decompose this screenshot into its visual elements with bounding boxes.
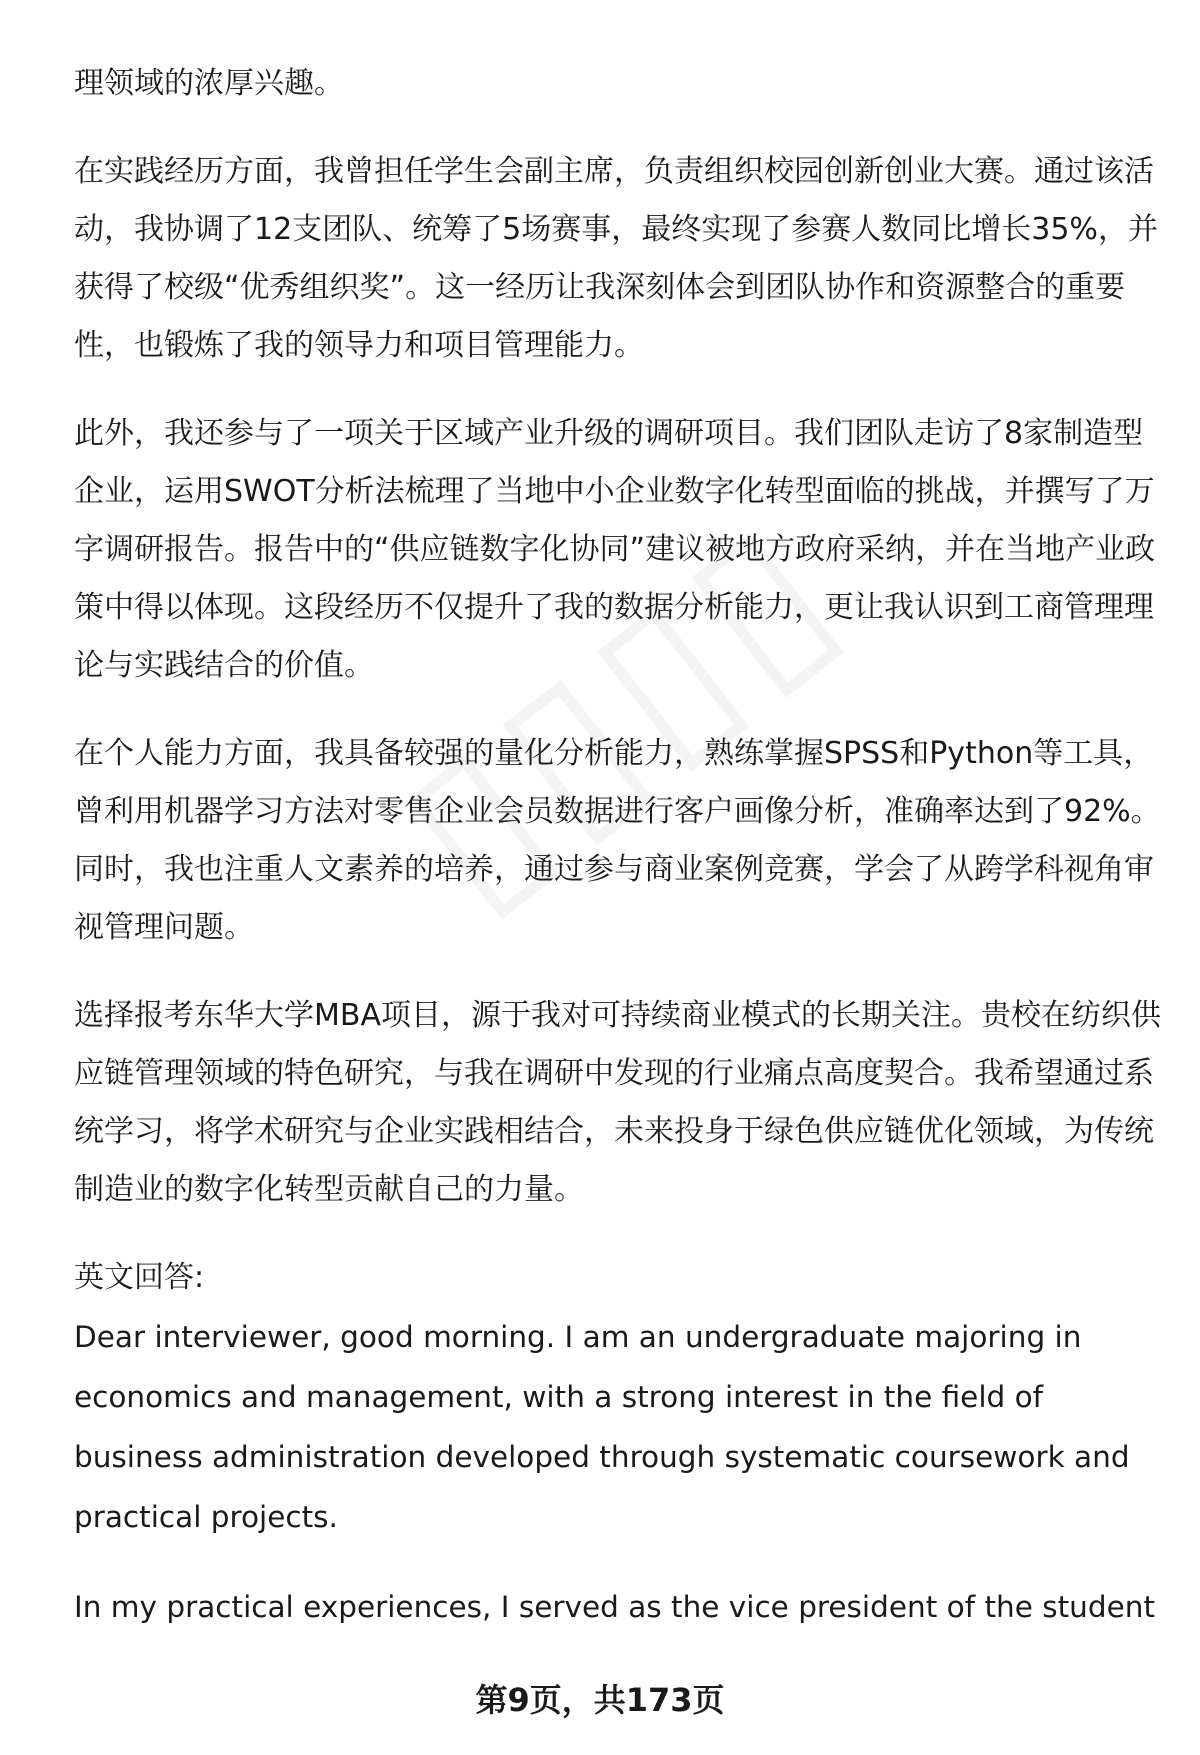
english-answer-label: 英文回答: [74, 1260, 205, 1295]
paragraph-research-project: 此外，我还参与了一项关于区域产业升级的调研项目。我们团队走访了8家制造型企业，运用SWOT分析法梳理了当地中小企业数字化转型面临的挑战，并撰写了万字调研报告。报告中的“供应链数字化协同”建议被地方政府采纳，并在当地产业政策中得以体现。这段经历不仅提升了我的数据分析能力，更让我认识到工商管理理论与实践结合的价值。 [74, 416, 1156, 683]
paragraph-personal-ability: 在个人能力方面，我具备较强的量化分析能力，熟练掌握SPSS和Python等工具，曾利用机器学习方法对零售企业会员数据进行客户画像分析，准确率达到了92%。同时，我也注重人文素养的培养，通过参与商业案例竞赛，学会了从跨学科视角审视管理问题。 [74, 736, 1161, 945]
english-paragraph-intro: Dear interviewer, good morning. I am an undergraduate majoring in economics and management, with a strong interest in the field of business administration developed through systematic coursework and practical projects. [74, 1320, 1130, 1534]
paragraph-motivation: 选择报考东华大学MBA项目，源于我对可持续商业模式的长期关注。贵校在纺织供应链管理领域的特色研究，与我在调研中发现的行业痛点高度契合。我希望通过系统学习，将学术研究与企业实践相结合，未来投身于绿色供应链优化领域，为传统制造业的数字化转型贡献自己的力量。 [74, 998, 1161, 1207]
paragraph-intro-tail: 理领域的浓厚兴趣。 [74, 66, 344, 101]
english-paragraph-practical: In my practical experiences, I served as the vice president of the student [74, 1590, 1156, 1624]
document-body [74, 55, 1164, 1667]
page-number-footer: 第9页，共173页 [475, 1681, 725, 1719]
paragraph-practical-experience: 在实践经历方面，我曾担任学生会副主席，负责组织校园创新创业大赛。通过该活动，我协调了12支团队、统筹了5场赛事，最终实现了参赛人数同比增长35%，并获得了校级“优秀组织奖”。这一经历让我深刻体会到团队协作和资源整合的重要性，也锻炼了我的领导力和项目管理能力。 [74, 154, 1158, 363]
